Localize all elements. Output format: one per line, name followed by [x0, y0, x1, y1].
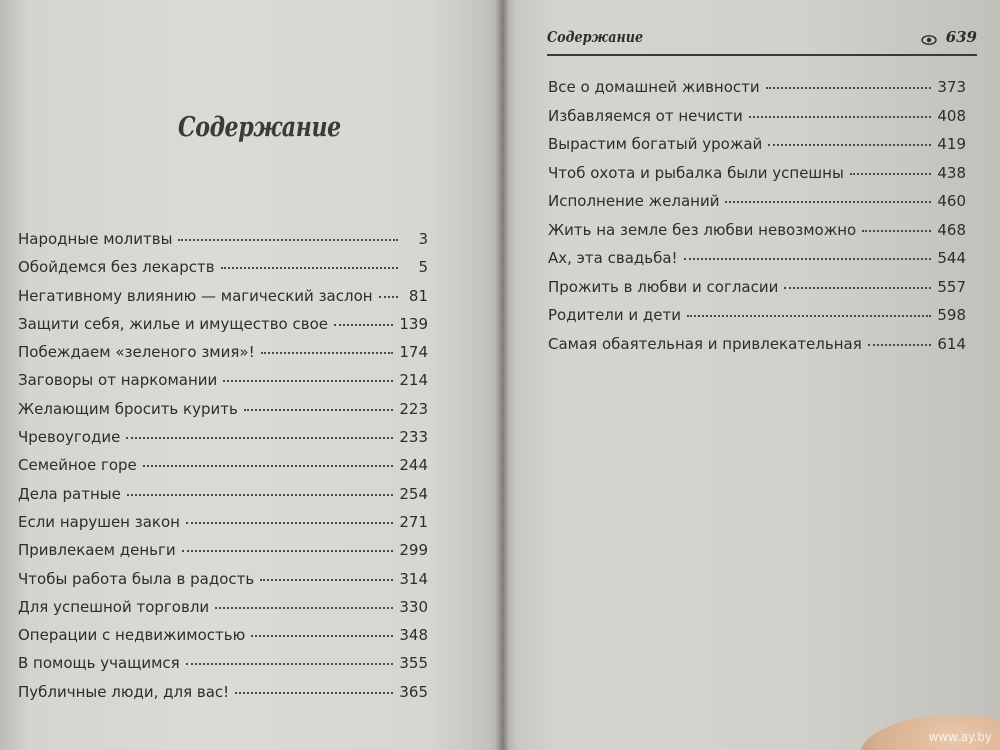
toc-entry-label: Чтоб охота и рыбалка были успешны: [548, 163, 844, 182]
toc-entry-page: 348: [399, 626, 428, 645]
toc-entry-page: 598: [937, 306, 966, 324]
toc-dot-leader: [143, 465, 394, 467]
toc-entry-label: Исполнение желаний: [548, 192, 720, 210]
toc-dot-leader: [334, 324, 393, 326]
toc-entry: [18, 513, 428, 541]
toc-entry: [18, 428, 428, 456]
toc-entry: [548, 278, 966, 307]
toc-entry: [548, 221, 966, 250]
toc-entry-label: Негативному влиянию — магический заслон: [18, 286, 373, 305]
toc-entry-page: 544: [937, 249, 966, 267]
toc-entry-label: Чревоугодие: [18, 428, 121, 447]
toc-entry-page: 330: [399, 597, 428, 616]
toc-dot-leader: [223, 380, 393, 382]
toc-entry-page: 299: [399, 541, 428, 560]
toc-entry-label: Народные молитвы: [18, 230, 173, 248]
toc-dot-leader: [244, 409, 394, 411]
toc-dot-leader: [235, 692, 393, 694]
toc-dot-leader: [768, 144, 931, 146]
toc-entry-page: 314: [399, 569, 428, 588]
toc-entry: [548, 135, 966, 164]
toc-entry: [18, 541, 428, 569]
toc-entry: [548, 192, 966, 221]
toc-entry: [548, 78, 966, 107]
watermark: www.ay.by: [928, 730, 992, 744]
toc-entry-page: 271: [399, 512, 428, 531]
toc-entry-label: В помощь учащимся: [18, 654, 180, 673]
toc-entry: [18, 626, 428, 654]
toc-dot-leader: [221, 267, 398, 269]
toc-entry: [18, 258, 428, 286]
toc-entry-page: 419: [937, 135, 966, 153]
toc-entry-page: 139: [399, 314, 428, 333]
toc-entry: [18, 371, 428, 399]
toc-entry: [18, 400, 428, 428]
toc-entry-page: 438: [937, 163, 966, 182]
toc-entry-label: Для успешной торговли: [18, 597, 210, 616]
toc-entry-label: Публичные люди, для вас!: [18, 682, 230, 701]
toc-entry-page: 5: [418, 258, 428, 277]
toc-entry-label: Ах, эта свадьба!: [548, 249, 678, 267]
toc-entry-page: 174: [399, 343, 428, 362]
toc-entry: [548, 335, 966, 364]
toc-dot-leader: [868, 344, 932, 346]
toc-entry-page: 81: [408, 286, 428, 305]
toc-entry: [548, 107, 966, 136]
toc-entry-label: Привлекаем деньги: [18, 541, 176, 560]
toc-entry-page: 3: [418, 230, 428, 248]
toc-entry-label: Чтобы работа была в радость: [18, 569, 255, 588]
toc-dot-leader: [215, 607, 393, 609]
contents-title: Содержание: [178, 112, 341, 143]
toc-entry: [18, 654, 428, 682]
toc-dot-leader: [178, 239, 398, 241]
toc-entry-page: 214: [399, 371, 428, 390]
toc-entry-label: Заговоры от наркомании: [18, 371, 218, 390]
toc-dot-leader: [684, 258, 932, 260]
right-toc-list: [548, 78, 966, 363]
toc-entry: [18, 230, 428, 258]
toc-entry: [548, 164, 966, 193]
toc-entry-page: 244: [399, 456, 428, 475]
toc-dot-leader: [127, 494, 394, 496]
toc-entry-label: Вырастим богатый урожай: [548, 135, 763, 153]
page-number: 639: [945, 28, 977, 46]
toc-entry-page: 468: [937, 220, 966, 239]
toc-entry-label: Родители и дети: [548, 306, 682, 324]
toc-entry-label: Побеждаем «зеленого змия»!: [18, 343, 255, 362]
toc-entry-label: Избавляемся от нечисти: [548, 106, 743, 125]
toc-dot-leader: [186, 663, 394, 665]
toc-dot-leader: [379, 296, 398, 298]
toc-entry-label: Жить на земле без любви невозможно: [548, 220, 857, 239]
toc-dot-leader: [766, 87, 932, 89]
toc-entry-page: 557: [937, 277, 966, 296]
toc-entry-label: Если нарушен закон: [18, 512, 180, 531]
toc-entry-label: Все о домашней живности: [548, 78, 760, 96]
toc-entry-label: Дела ратные: [18, 484, 121, 503]
toc-dot-leader: [261, 352, 394, 354]
toc-entry: [18, 683, 428, 711]
toc-entry: [18, 456, 428, 484]
toc-dot-leader: [687, 315, 931, 317]
running-head-title: Содержание: [547, 28, 644, 46]
toc-entry-label: Защити себя, жилье и имущество свое: [18, 314, 328, 333]
toc-entry-page: 233: [399, 428, 428, 447]
toc-entry: [18, 570, 428, 598]
toc-entry-label: Желающим бросить курить: [18, 399, 238, 418]
toc-entry-label: Семейное горе: [18, 456, 137, 475]
toc-entry: [18, 343, 428, 371]
toc-entry: [18, 485, 428, 513]
toc-entry-page: 408: [937, 106, 966, 125]
toc-entry-page: 614: [937, 334, 966, 353]
toc-dot-leader: [850, 173, 932, 175]
toc-entry: [548, 249, 966, 278]
toc-entry-page: 254: [399, 484, 428, 503]
toc-entry: [18, 598, 428, 626]
toc-dot-leader: [186, 522, 393, 524]
toc-entry: [18, 287, 428, 315]
toc-entry: [18, 315, 428, 343]
running-head: [547, 26, 977, 56]
toc-entry-label: Операции с недвижимостью: [18, 626, 246, 645]
toc-dot-leader: [784, 287, 931, 289]
toc-dot-leader: [749, 116, 932, 118]
toc-dot-leader: [126, 437, 393, 439]
toc-entry-page: 460: [937, 192, 966, 210]
toc-entry-page: 373: [937, 78, 966, 96]
toc-entry-label: Самая обаятельная и привлекательная: [548, 334, 862, 353]
toc-entry-page: 223: [399, 399, 428, 418]
toc-entry-page: 355: [399, 654, 428, 673]
toc-dot-leader: [725, 201, 931, 203]
left-toc-list: [18, 230, 428, 711]
toc-dot-leader: [862, 230, 931, 232]
toc-dot-leader: [182, 550, 394, 552]
toc-dot-leader: [260, 579, 393, 581]
eye-icon: [921, 32, 937, 48]
toc-entry-label: Обойдемся без лекарств: [18, 258, 215, 277]
binding-stitch: [501, 0, 503, 750]
toc-entry-page: 365: [399, 682, 428, 701]
toc-dot-leader: [251, 635, 393, 637]
toc-entry: [548, 306, 966, 335]
toc-entry-label: Прожить в любви и согласии: [548, 277, 779, 296]
